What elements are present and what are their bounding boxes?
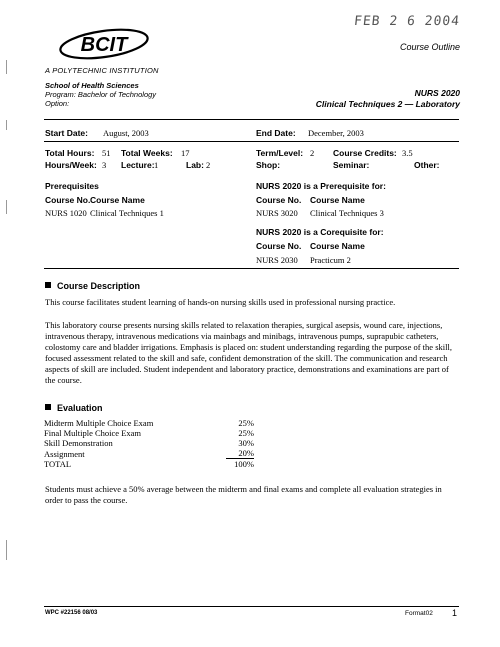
end-date: December, 2003 bbox=[308, 128, 364, 138]
evaluation-row bbox=[44, 438, 254, 448]
evaluation-value: 100% bbox=[234, 459, 254, 469]
lecture-label: Lecture: bbox=[121, 160, 155, 170]
credits-label: Course Credits: bbox=[333, 148, 397, 158]
bullet-icon bbox=[45, 404, 51, 410]
prereq-for-col-name: Course Name bbox=[310, 195, 365, 205]
evaluation-value: 25% bbox=[238, 428, 254, 438]
lab-label: Lab: bbox=[186, 160, 204, 170]
scan-mark bbox=[6, 60, 7, 74]
total-hours: 51 bbox=[102, 148, 111, 158]
evaluation-note: Students must achieve a 50% average between the midterm and final exams and complete all evaluation strategies in order to pass the course. bbox=[45, 484, 442, 505]
end-date-label: End Date: bbox=[256, 128, 296, 138]
coreq-course-no: NURS 2030 bbox=[256, 255, 298, 265]
bcit-logo bbox=[56, 26, 152, 62]
evaluation-row bbox=[44, 418, 254, 428]
prereq-course-name: Clinical Techniques 1 bbox=[90, 208, 164, 218]
prereq-for-heading: NURS 2020 is a Prerequisite for: bbox=[256, 181, 386, 191]
total-hours-label: Total Hours: bbox=[45, 148, 95, 158]
evaluation-label: Assignment bbox=[44, 448, 85, 459]
hours-week: 3 bbox=[102, 160, 107, 170]
description-heading-text: Course Description bbox=[57, 281, 141, 291]
scan-mark bbox=[6, 540, 7, 560]
other-label: Other: bbox=[414, 160, 440, 170]
lab-hours: 2 bbox=[206, 160, 211, 170]
evaluation-value: 20% bbox=[226, 448, 254, 459]
course-code: NURS 2020 bbox=[414, 88, 460, 98]
footer-divider bbox=[44, 606, 459, 607]
evaluation-label: TOTAL bbox=[44, 459, 72, 469]
scan-mark bbox=[6, 120, 7, 130]
evaluation-table bbox=[44, 418, 254, 469]
course-title: Clinical Techniques 2 — Laboratory bbox=[315, 99, 460, 109]
description-para-1: This course facilitates student learning of hands-on nursing skills used in professional nursing practice. bbox=[45, 297, 396, 307]
lecture-hours: 1 bbox=[154, 160, 159, 170]
term-label: Term/Level: bbox=[256, 148, 304, 158]
evaluation-heading bbox=[45, 403, 103, 413]
start-date-label: Start Date: bbox=[45, 128, 88, 138]
school-name: School of Health Sciences bbox=[45, 81, 139, 90]
scan-mark bbox=[6, 200, 7, 214]
institution-tagline: A POLYTECHNIC INSTITUTION bbox=[45, 66, 159, 75]
page-number: 1 bbox=[452, 608, 458, 618]
requisites-divider bbox=[44, 268, 459, 269]
evaluation-row bbox=[44, 428, 254, 438]
coreq-course-name: Practicum 2 bbox=[310, 255, 351, 265]
term-level: 2 bbox=[310, 148, 315, 158]
dates-divider bbox=[44, 141, 459, 142]
hours-week-label: Hours/Week: bbox=[45, 160, 97, 170]
course-credits: 3.5 bbox=[402, 148, 413, 158]
header-divider bbox=[44, 119, 459, 120]
date-stamp: FEB 2 6 2004 bbox=[353, 14, 461, 29]
evaluation-label: Final Multiple Choice Exam bbox=[44, 428, 142, 438]
total-weeks: 17 bbox=[181, 148, 190, 158]
seminar-label: Seminar: bbox=[333, 160, 370, 170]
evaluation-value: 25% bbox=[238, 418, 254, 428]
shop-label: Shop: bbox=[256, 160, 281, 170]
coreq-col-no: Course No. bbox=[256, 241, 302, 251]
prereq-col-no: Course No. bbox=[45, 195, 91, 205]
evaluation-heading-text: Evaluation bbox=[57, 403, 103, 413]
format-code: Format02 bbox=[405, 610, 433, 617]
prereq-course-no: NURS 1020 bbox=[45, 208, 87, 218]
prereq-for-course-name: Clinical Techniques 3 bbox=[310, 208, 384, 218]
prereq-heading: Prerequisites bbox=[45, 181, 99, 191]
prereq-for-col-no: Course No. bbox=[256, 195, 302, 205]
evaluation-label: Midterm Multiple Choice Exam bbox=[44, 418, 154, 428]
evaluation-row-total bbox=[44, 459, 254, 469]
description-heading bbox=[45, 281, 140, 291]
bullet-icon bbox=[45, 282, 51, 288]
option-label: Option: bbox=[45, 99, 70, 108]
program-name: Program: Bachelor of Technology bbox=[45, 90, 157, 99]
evaluation-row bbox=[44, 448, 254, 459]
evaluation-value: 30% bbox=[238, 438, 254, 448]
prereq-for-course-no: NURS 3020 bbox=[256, 208, 298, 218]
coreq-col-name: Course Name bbox=[310, 241, 365, 251]
evaluation-label: Skill Demonstration bbox=[44, 438, 113, 448]
description-para-2: This laboratory course presents nursing skills related to relaxation therapies, surgical asepsis, wound care, injections, intravenous therapy, intravenous medications via mainbags and minibags, intravenous pumps, suprapubic catheters, colostomy care and bladder irrigations. Emphasis is placed on: student understanding regarding the purpose of the skill, focused assessment related to the skill and safe, confident demonstration of the skill. The communication and research aspects of skill are included. Student independent and laboratory practice, demonstrations and examinations are part of the course. bbox=[45, 320, 452, 385]
form-code: WPC #22156 08/03 bbox=[45, 610, 98, 616]
doc-type: Course Outline bbox=[399, 42, 460, 52]
coreq-heading: NURS 2020 is a Corequisite for: bbox=[256, 227, 384, 237]
total-weeks-label: Total Weeks: bbox=[121, 148, 173, 158]
start-date: August, 2003 bbox=[103, 128, 149, 138]
evaluation-value-cell bbox=[194, 448, 254, 459]
logo-text: BCIT bbox=[80, 34, 128, 56]
prereq-col-name: Course Name bbox=[90, 195, 145, 205]
